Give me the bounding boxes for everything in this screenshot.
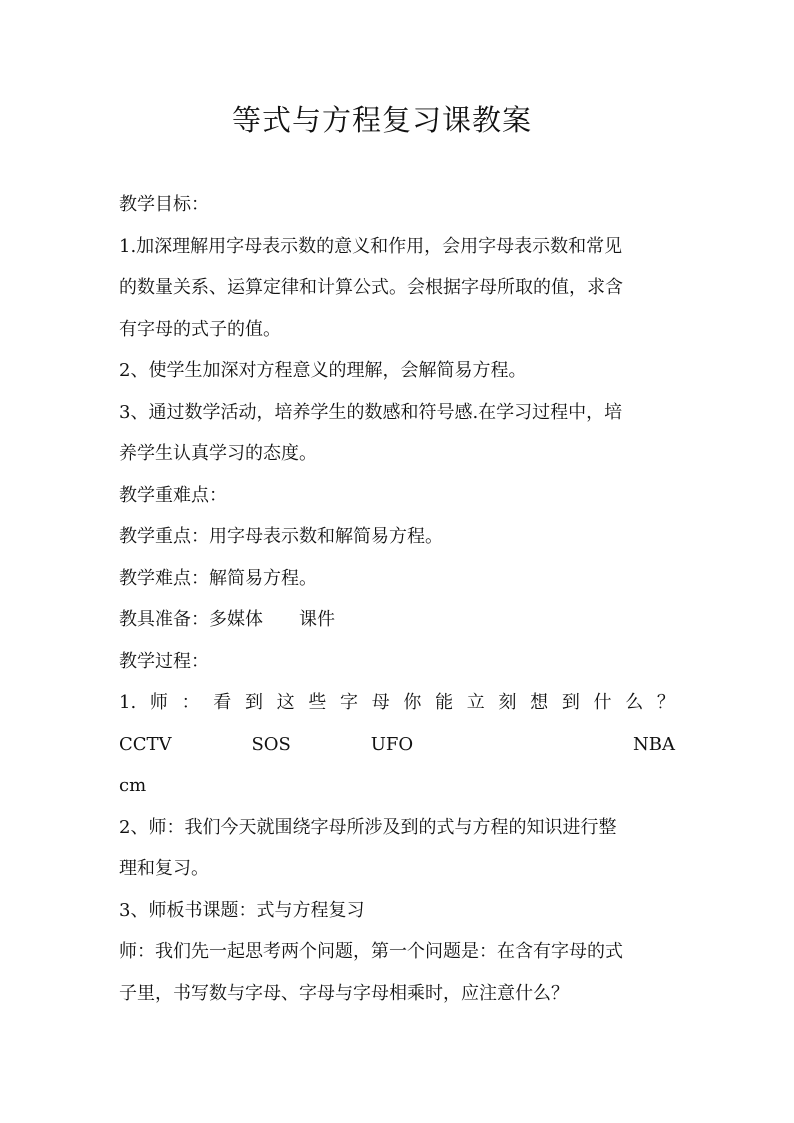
step-1-char: 到 (244, 692, 263, 713)
process-heading: 教学过程： (119, 650, 209, 672)
teacher-question-line-1: 师：我们先一起思考两个问题，第一个问题是：在含有字母的式 (119, 941, 623, 962)
step-1-char: 字 (340, 692, 358, 713)
step-1-char: 什 (593, 692, 612, 713)
abbreviation: UFO (370, 733, 414, 755)
step-1-question (119, 682, 675, 724)
step-1-char: 能 (435, 692, 454, 713)
objective-2: 2、使学生加深对方程意义的理解，会解简易方程。 (119, 360, 527, 381)
step-1-char: 立 (466, 692, 485, 713)
step-1-char: 1. (119, 692, 137, 713)
document-body (119, 184, 675, 1014)
objective-1-line-1: 1.加深理解用字母表示数的意义和作用，会用字母表示数和常见 (119, 235, 623, 257)
step-2-line-2: 理和复习。 (119, 858, 209, 879)
key-points-heading: 教学重难点： (119, 484, 227, 506)
teaching-tools-label: 教具准备：多媒体 (119, 609, 263, 630)
step-1-char: 到 (561, 692, 580, 713)
key-point: 教学重点：用字母表示数和解简易方程。 (119, 526, 443, 547)
spacer (493, 724, 553, 766)
step-1-char: 这 (276, 692, 295, 713)
abbreviation: SOS (251, 733, 291, 755)
objective-3-line-1: 3、通过数学活动，培养学生的数感和符号感.在学习过程中，培 (119, 401, 623, 423)
step-2-line-1: 2、师：我们今天就围绕字母所涉及到的式与方程的知识进行整 (119, 816, 617, 838)
step-1-char: 刻 (498, 692, 517, 713)
abbreviation-row (119, 724, 675, 766)
step-1-char: ？ (656, 692, 675, 713)
step-1-char: ： (181, 692, 200, 713)
abbreviation: NBA (632, 733, 675, 755)
step-1-char: 么 (625, 692, 644, 713)
objectives-heading: 教学目标： (119, 194, 209, 215)
step-1-char: 些 (308, 692, 327, 713)
abbreviation: CCTV (119, 733, 172, 755)
objective-3-line-2: 养学生认真学习的态度。 (119, 443, 317, 464)
difficult-point: 教学难点：解简易方程。 (119, 567, 317, 589)
objective-1-line-2: 的数量关系、运算定律和计算公式。会根据字母所取的值，求含 (119, 277, 623, 298)
step-3: 3、师板书课题：式与方程复习 (119, 899, 365, 921)
objective-1-line-3: 有字母的式子的值。 (119, 318, 281, 340)
abbreviation-last: cm (119, 775, 147, 796)
step-1-char: 想 (530, 692, 549, 713)
step-1-char: 你 (403, 692, 422, 713)
document-title: 等式与方程复习课教案 (231, 103, 532, 137)
teaching-tools (119, 599, 675, 641)
step-1-char: 师 (149, 692, 168, 713)
teaching-tools-item: 课件 (299, 609, 335, 630)
teacher-question-line-2: 子里，书写数与字母、字母与字母相乘时，应注意什么？ (119, 982, 569, 1004)
step-1-char: 看 (213, 692, 232, 713)
step-1-char: 母 (371, 692, 390, 713)
